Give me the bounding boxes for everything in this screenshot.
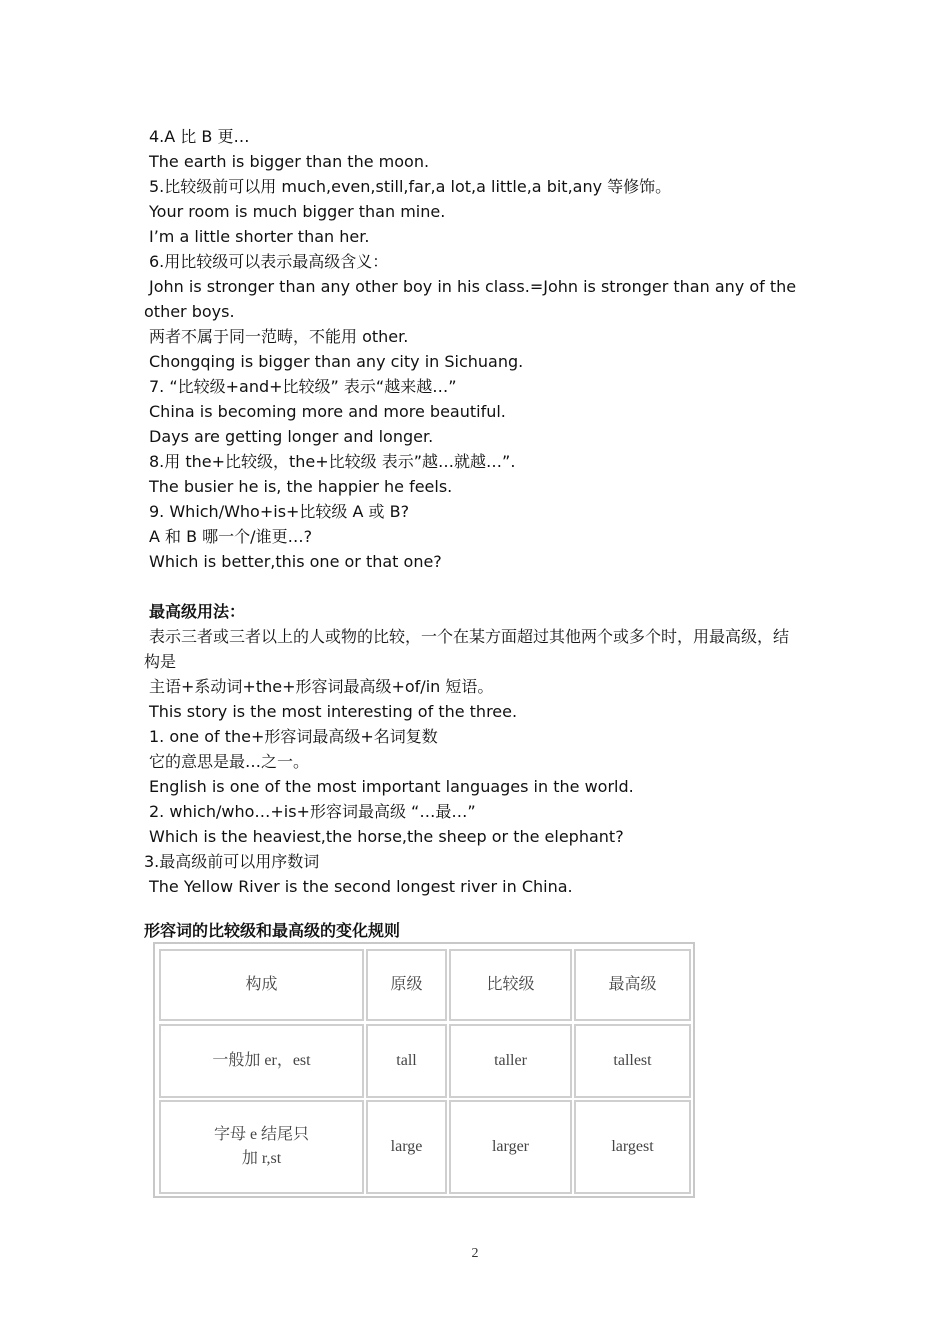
cell-text: 一般加 er，est xyxy=(212,1052,311,1069)
table-header-cell xyxy=(366,949,447,1021)
text-line: The earth is bigger than the moon. xyxy=(149,152,430,171)
table-header-cell xyxy=(574,949,691,1021)
text-line: 构是 xyxy=(144,652,177,671)
text-line: 1. one of the+形容词最高级+名词复数 xyxy=(149,727,438,746)
text-line: This story is the most interesting of the three. xyxy=(149,702,518,721)
table-cell xyxy=(159,1100,364,1194)
table-header-cell xyxy=(159,949,364,1021)
text-line: 7. “比较级+and+比较级” 表示“越来越…” xyxy=(149,377,457,396)
table-title: 形容词的比较级和最高级的变化规则 xyxy=(144,921,401,940)
text-line: A 和 B 哪一个/谁更…? xyxy=(149,527,313,546)
text-line: John is stronger than any other boy in his class.=John is stronger than any of the xyxy=(149,277,797,296)
table-cell xyxy=(449,1100,572,1194)
cell-text: taller xyxy=(494,1052,527,1069)
grammar-notes xyxy=(144,124,814,899)
cell-text: 字母 e 结尾只 加 r,st xyxy=(213,1126,310,1167)
text-line: 主语+系动词+the+形容词最高级+of/in 短语。 xyxy=(149,677,494,696)
header-label: 原级 xyxy=(390,976,423,993)
text-line: 2. which/who…+is+形容词最高级 “…最…” xyxy=(149,802,476,821)
text-line: 它的意思是最…之一。 xyxy=(149,752,310,771)
cell-text: tallest xyxy=(613,1052,652,1069)
table-cell xyxy=(366,1100,447,1194)
header-label: 最高级 xyxy=(608,976,657,993)
text-line: 3.最高级前可以用序数词 xyxy=(144,852,320,871)
text-line: other boys. xyxy=(144,302,235,321)
cell-text: largest xyxy=(611,1138,654,1155)
comparison-rules-table xyxy=(153,942,695,1198)
text-line: Chongqing is bigger than any city in Sichuang. xyxy=(149,352,524,371)
table-cell xyxy=(574,1100,691,1194)
header-label: 比较级 xyxy=(486,976,535,993)
text-line: 两者不属于同一范畴，不能用 other. xyxy=(149,327,409,346)
text-line: 9. Which/Who+is+比较级 A 或 B? xyxy=(149,502,410,521)
text-line: 6.用比较级可以表示最高级含义： xyxy=(149,252,389,271)
text-line: English is one of the most important languages in the world. xyxy=(149,777,634,796)
table-header-cell xyxy=(449,949,572,1021)
table-cell xyxy=(449,1024,572,1098)
page-number: 2 xyxy=(471,1246,479,1261)
text-line: 5.比较级前可以用 much,even,still,far,a lot,a little,a bit,any 等修饰。 xyxy=(149,177,672,196)
text-line: Which is better,this one or that one? xyxy=(149,552,442,571)
text-line: 4.A 比 B 更… xyxy=(149,127,250,146)
text-line: Days are getting longer and longer. xyxy=(149,427,434,446)
cell-text: large xyxy=(390,1138,423,1155)
cell-text: larger xyxy=(491,1138,529,1155)
text-line: The Yellow River is the second longest river in China. xyxy=(149,877,573,896)
text-line: 表示三者或三者以上的人或物的比较，一个在某方面超过其他两个或多个时，用最高级，结 xyxy=(149,627,790,646)
table-cell xyxy=(159,1024,364,1098)
text-line: 8.用 the+比较级，the+比较级 表示”越…就越…”. xyxy=(149,452,516,471)
text-line: Your room is much bigger than mine. xyxy=(149,202,446,221)
table-cell xyxy=(366,1024,447,1098)
section-heading: 最高级用法： xyxy=(149,602,246,621)
text-line: I’m a little shorter than her. xyxy=(149,227,370,246)
blank-line xyxy=(144,574,814,599)
text-line: China is becoming more and more beautiful. xyxy=(149,402,506,421)
text-line: The busier he is, the happier he feels. xyxy=(149,477,453,496)
cell-text: tall xyxy=(396,1052,417,1069)
text-line: Which is the heaviest,the horse,the sheep or the elephant? xyxy=(149,827,624,846)
table-cell xyxy=(574,1024,691,1098)
header-label: 构成 xyxy=(245,976,278,993)
